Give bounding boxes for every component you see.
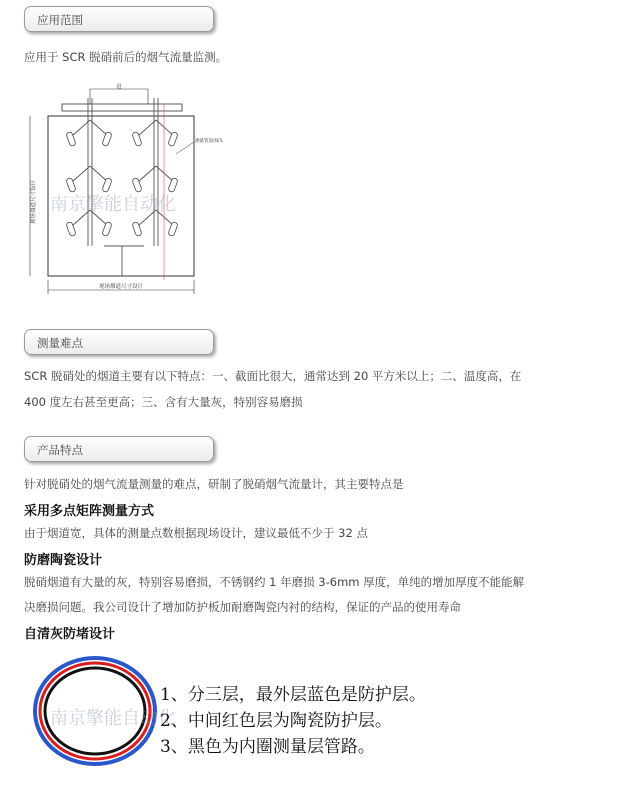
features-intro: 针对脱硝处的烟气流量测量的难点，研制了脱硝烟气流量计，其主要特点是	[24, 477, 404, 491]
bottom-label: 现场烟道尺寸设计	[98, 284, 144, 290]
callout-label: 测量管道/探头	[195, 139, 224, 144]
difficulty-line-2: 400 度左右甚至更高；三、含有大量灰，特别容易磨损	[24, 395, 303, 409]
feature-text-matrix: 由于烟道宽，具体的测量点数根据现场设计，建议最低不少于 32 点	[24, 526, 368, 540]
callout-line	[176, 142, 194, 154]
section-title: 测量难点	[37, 336, 83, 350]
feature-heading-matrix: 采用多点矩阵测量方式	[24, 504, 155, 519]
legend-line-3: 3、黑色为内圈测量层管路。	[160, 737, 375, 757]
section-tab-scope	[24, 6, 214, 32]
feature-heading-ceramic: 防磨陶瓷设计	[24, 553, 103, 568]
probe-array	[66, 131, 178, 236]
pipe-network	[72, 98, 174, 276]
section-title: 应用范围	[37, 13, 83, 27]
legend-line-1: 1、分三层，最外层蓝色是防护层。	[160, 685, 426, 705]
feature-text-ceramic-2: 决磨损问题。我公司设计了增加防护板加耐磨陶瓷内衬的结构，保证的产品的使用寿命	[24, 600, 461, 614]
section-tab-features	[24, 436, 214, 462]
top-label: 进	[116, 84, 122, 90]
watermark-pipe: 南京擎能自动化	[50, 708, 176, 729]
difficulty-line-1: SCR 脱硝处的烟道主要有以下特点：一、截面比很大，通常达到 20 平方米以上；二、温度高，在	[24, 369, 522, 383]
feature-heading-self-clean: 自清灰防堵设计	[24, 627, 116, 642]
section-title: 产品特点	[37, 443, 83, 457]
scope-text: 应用于 SCR 脱硝前后的烟气流量监测。	[24, 50, 228, 64]
left-label: 现场烟道尺寸设计	[31, 179, 37, 224]
feature-text-ceramic-1: 脱硝烟道有大量的灰，特别容易磨损，不锈钢约 1 年磨损 3-6mm 厚度，单纯的增加厚度不能能解	[24, 575, 525, 589]
section-tab-difficulty	[24, 329, 214, 355]
legend-line-2: 2、中间红色层为陶瓷防护层。	[160, 711, 392, 731]
watermark-diagram: 南京擎能自动化	[50, 194, 176, 215]
